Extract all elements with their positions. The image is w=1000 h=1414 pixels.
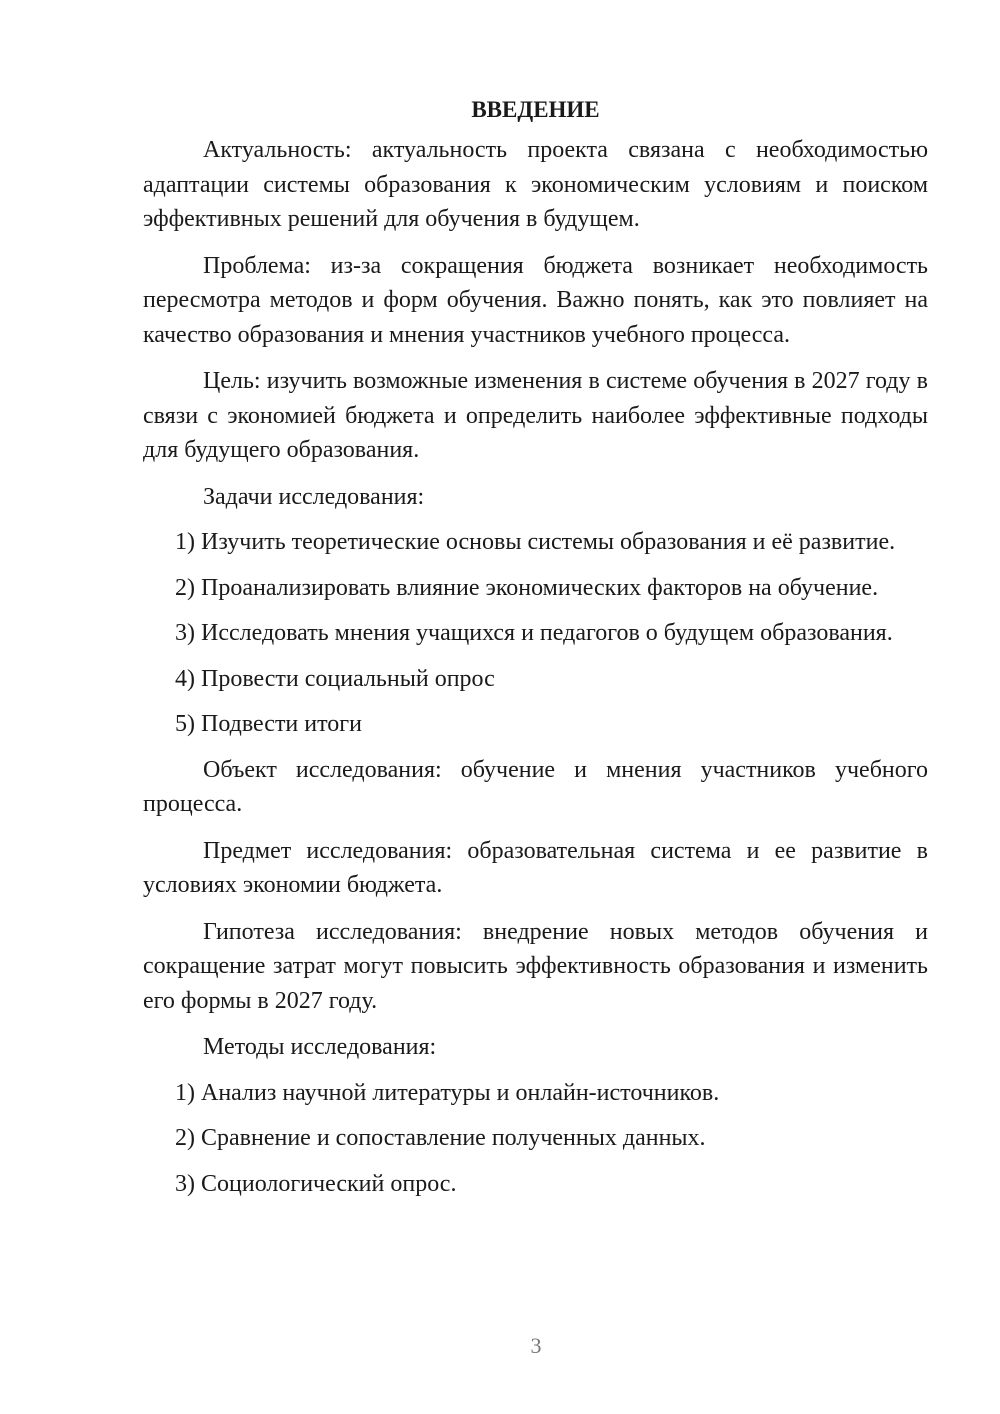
tasks-heading: Задачи исследования:	[203, 483, 425, 510]
section-title: ВВЕДЕНИЕ	[471, 97, 600, 122]
methods-heading: Методы исследования:	[203, 1034, 437, 1060]
page-content	[143, 93, 928, 1212]
method-item: 2) Сравнение и сопоставление полученных данных.	[175, 1125, 706, 1151]
page-number: 3	[530, 1333, 542, 1358]
subject-paragraph: Предмет исследования: образовательная система и ее развитие в условиях экономии бюджета.	[143, 837, 928, 898]
method-item: 3) Социологический опрос.	[175, 1170, 457, 1197]
task-item: 2) Проанализировать влияние экономических факторов на обучение.	[175, 574, 879, 601]
task-item: 3) Исследовать мнения учащихся и педагогов о будущем образования.	[175, 620, 893, 646]
problem-paragraph: Проблема: из-за сокращения бюджета возникает необходимость пересмотра методов и форм обучения. Важно понять, как это повлияет на качество образования и мнения участников учебного процесса.	[143, 252, 928, 348]
goal-paragraph: Цель: изучить возможные изменения в системе обучения в 2027 году в связи с экономией бюджета и определить наиболее эффективные подходы для будущего образования.	[143, 368, 928, 463]
hypothesis-paragraph: Гипотеза исследования: внедрение новых методов обучения и сокращение затрат могут повысить эффективность образования и изменить его формы в 2027 году.	[143, 918, 928, 1014]
method-item: 1) Анализ научной литературы и онлайн-источников.	[175, 1079, 720, 1106]
task-item: 5) Подвести итоги	[175, 711, 362, 737]
task-item: 4) Провести социальный опрос	[175, 665, 495, 692]
task-item: 1) Изучить теоретические основы системы образования и её развитие.	[175, 529, 896, 555]
object-paragraph: Объект исследования: обучение и мнения участников учебного процесса.	[143, 756, 928, 817]
relevance-paragraph: Актуальность: актуальность проекта связана с необходимостью адаптации системы образования к экономическим условиям и поиском эффективных решений для обучения в будущем.	[143, 137, 928, 232]
